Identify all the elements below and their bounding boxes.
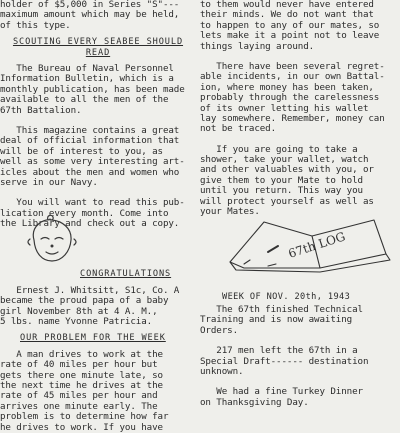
text-line: lay somewhere. Remember, money can (200, 112, 385, 124)
log-book-title: 67th LOG (286, 229, 348, 261)
text-line: of this type. (0, 19, 71, 31)
text-line: to happen to any of our mates, so (200, 19, 380, 31)
read-paragraph-1 (0, 64, 196, 116)
text-line: deal of official information that (0, 135, 180, 147)
text-line: 5 lbs. name Yvonne Patricia. (0, 316, 153, 328)
theft-paragraph (200, 62, 400, 135)
text-line: girl November 8th at 4 A. M., (0, 305, 158, 317)
news-paragraph-1 (200, 305, 400, 336)
text-line: the next time he drives at the (0, 380, 163, 391)
text-line: This magazine contains a great (0, 124, 180, 136)
text-line: The 67th finished Technical (200, 304, 363, 315)
news-paragraph-2 (200, 346, 400, 377)
problem-heading: OUR PROBLEM FOR THE WEEK (20, 333, 166, 344)
text-line: Special Draft------ destination (200, 355, 369, 367)
text-line: shower, take your wallet, watch (200, 154, 369, 166)
text-line: 217 men left the 67th in a (200, 345, 358, 357)
text-line: lets make it a point not to leave (200, 30, 380, 42)
text-line: probably through the carelessness (200, 92, 380, 104)
text-line: Orders. (200, 324, 239, 336)
text-line: holder of $5,000 in Series "S"--- (0, 0, 180, 10)
text-line: to them would never have entered (200, 0, 374, 10)
text-line: able incidents, in our own Battal- (200, 71, 385, 83)
text-line: Information Bulletin, which is a (0, 73, 174, 85)
text-line: he drives to work. If you have (0, 421, 163, 433)
text-line: will be of interest to you, as (0, 145, 163, 157)
text-line: 67th Battalion. (0, 104, 82, 116)
text-line: became the proud papa of a baby (0, 295, 169, 307)
text-line: well as some very interesting art- (0, 156, 185, 168)
week-label: WEEK OF NOV. 20th, 1943 (222, 292, 351, 302)
congrats-paragraph (0, 286, 196, 328)
text-line: things laying around. (200, 40, 315, 52)
text-line: their minds. We do not want that (200, 9, 374, 21)
valuables-paragraph-continued (200, 0, 400, 52)
read-paragraph-2 (0, 126, 196, 188)
log-book-drawing (224, 206, 392, 276)
text-line: will protect yourself as well as (200, 195, 374, 207)
text-line: gets there one minute late, so (0, 369, 163, 381)
right-column (200, 0, 400, 217)
text-line: lication every month. Come into (0, 207, 169, 219)
baby-face-doodle-icon (22, 212, 82, 268)
text-line: and other valuables with you, or (200, 164, 374, 176)
text-line: until you return. This way you (200, 185, 363, 197)
text-line: of its owner letting his wallet (200, 102, 369, 114)
text-line: not be traced. (200, 123, 277, 135)
text-line: on Thanksgiving Day. (200, 396, 309, 408)
bond-text-continued (0, 0, 196, 31)
text-line: serve in our Navy. (0, 176, 98, 188)
text-line: You will want to read this pub- (0, 197, 185, 209)
text-line: A man drives to work at the (0, 348, 163, 360)
text-line: ion, where money has been taken, (200, 81, 374, 93)
read-heading-line-2: READ (85, 47, 111, 58)
text-line: available to all the men of the (0, 94, 169, 106)
read-heading-line-1: SCOUTING EVERY SEABEE SHOULD (12, 37, 184, 48)
text-line: monthly publication, has been made (0, 83, 185, 95)
text-line: We had a fine Turkey Dinner (200, 386, 363, 398)
news-paragraph-3 (200, 387, 400, 408)
text-line: give them to your Mate to hold (200, 174, 363, 186)
text-line: the Library and check out a copy. (0, 218, 180, 230)
text-line: maximum amount which may be held, (0, 9, 180, 21)
congrats-heading: CONGRATULATIONS (80, 269, 172, 280)
text-line: your Mates. (200, 206, 260, 218)
text-line: If you are going to take a (200, 143, 358, 155)
text-line: rate of 40 miles per hour but (0, 359, 158, 371)
text-line: unknown. (200, 365, 244, 377)
text-line: Ernest J. Whitsitt, S1c, Co. A (0, 284, 180, 296)
text-line: icles about the men and women who (0, 166, 180, 178)
text-line: problem is to determine how far (0, 411, 169, 423)
text-line: Training and is now awaiting (200, 314, 353, 326)
text-line: There have been several regret- (200, 60, 385, 72)
text-line: arrives one minute early. The (0, 400, 158, 412)
text-line: rate of 45 miles per hour and (0, 390, 158, 402)
text-line: The Bureau of Naval Personnel (0, 62, 174, 74)
news-block (200, 305, 400, 408)
problem-paragraph (0, 350, 196, 433)
